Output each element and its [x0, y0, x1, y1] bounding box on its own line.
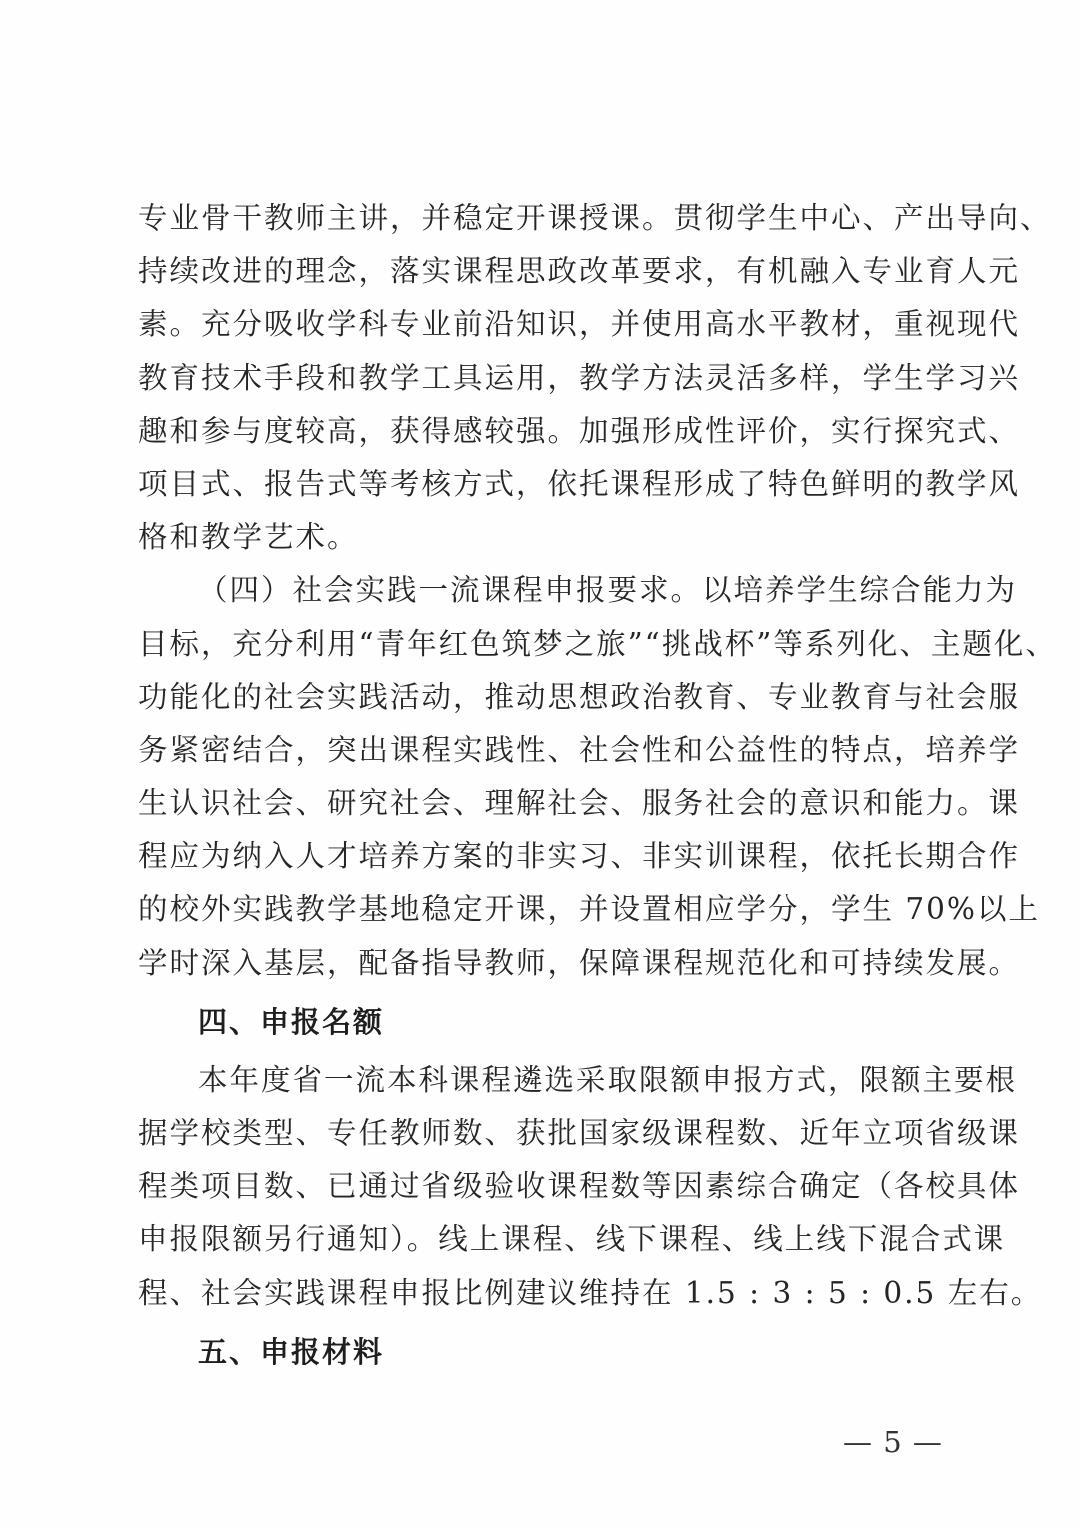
text-line: 本年度省一流本科课程遴选采取限额申报方式，限额主要根 [198, 1062, 1018, 1097]
text-line: 生认识社会、研究社会、理解社会、服务社会的意识和能力。课 [138, 786, 1021, 821]
text-line: 持续改进的理念，落实课程思政改革要求，有机融入专业育人元 [138, 254, 1021, 289]
social-practice-course-paragraph [138, 564, 1057, 990]
text-line: 趣和参与度较高，获得感较强。加强形成性评价，实行探究式、 [138, 413, 1021, 448]
text-line: 专业骨干教师主讲，并稳定开课授课。贯彻学生中心、产出导向、 [138, 201, 1052, 235]
text-line: 程类项目数、已通过省级验收课程数等因素综合确定（各校具体 [138, 1169, 1021, 1204]
body-text [138, 192, 1057, 1384]
text-line: 素。充分吸收学科专业前沿知识，并使用高水平教材，重视现代 [138, 307, 1021, 342]
text-line: 程、社会实践课程申报比例建议维持在 1.5 : 3 : 5 : 0.5 左右。 [138, 1275, 1043, 1310]
section-heading-quota: 四、申报名额 [198, 1004, 385, 1039]
text-line: 教育技术手段和教学工具运用，教学方法灵活多样，学生学习兴 [138, 360, 1021, 395]
text-line: 功能化的社会实践活动，推动思想政治教育、专业教育与社会服 [138, 679, 1021, 714]
text-line: 据学校类型、专任教师数、获批国家级课程数、近年立项省级课 [138, 1116, 1021, 1150]
text-line: 的校外实践教学基地稳定开课，并设置相应学分，学生 70%以上 [138, 892, 1040, 927]
paragraph-continuation [138, 192, 1052, 564]
quota-paragraph [138, 1054, 1043, 1320]
section-heading-materials: 五、申报材料 [198, 1334, 385, 1369]
text-line: 程应为纳入人才培养方案的非实习、非实训课程，依托长期合作 [138, 839, 1021, 874]
text-line: 目标，充分利用“青年红色筑梦之旅”“挑战杯”等系列化、主题化、 [138, 626, 1057, 661]
text-line: 务紧密结合，突出课程实践性、社会性和公益性的特点，培养学 [138, 732, 1021, 767]
text-line: 项目式、报告式等考核方式，依托课程形成了特色鲜明的教学风 [138, 466, 1021, 501]
text-line: 申报限额另行通知）。线上课程、线下课程、线上线下混合式课 [138, 1222, 1006, 1257]
text-line: 格和教学艺术。 [138, 520, 359, 555]
text-line: （四）社会实践一流课程申报要求。以培养学生综合能力为 [198, 573, 1018, 608]
page-number: — 5 — [843, 1425, 943, 1459]
text-line: 学时深入基层，配备指导教师，保障课程规范化和可持续发展。 [138, 945, 1021, 980]
